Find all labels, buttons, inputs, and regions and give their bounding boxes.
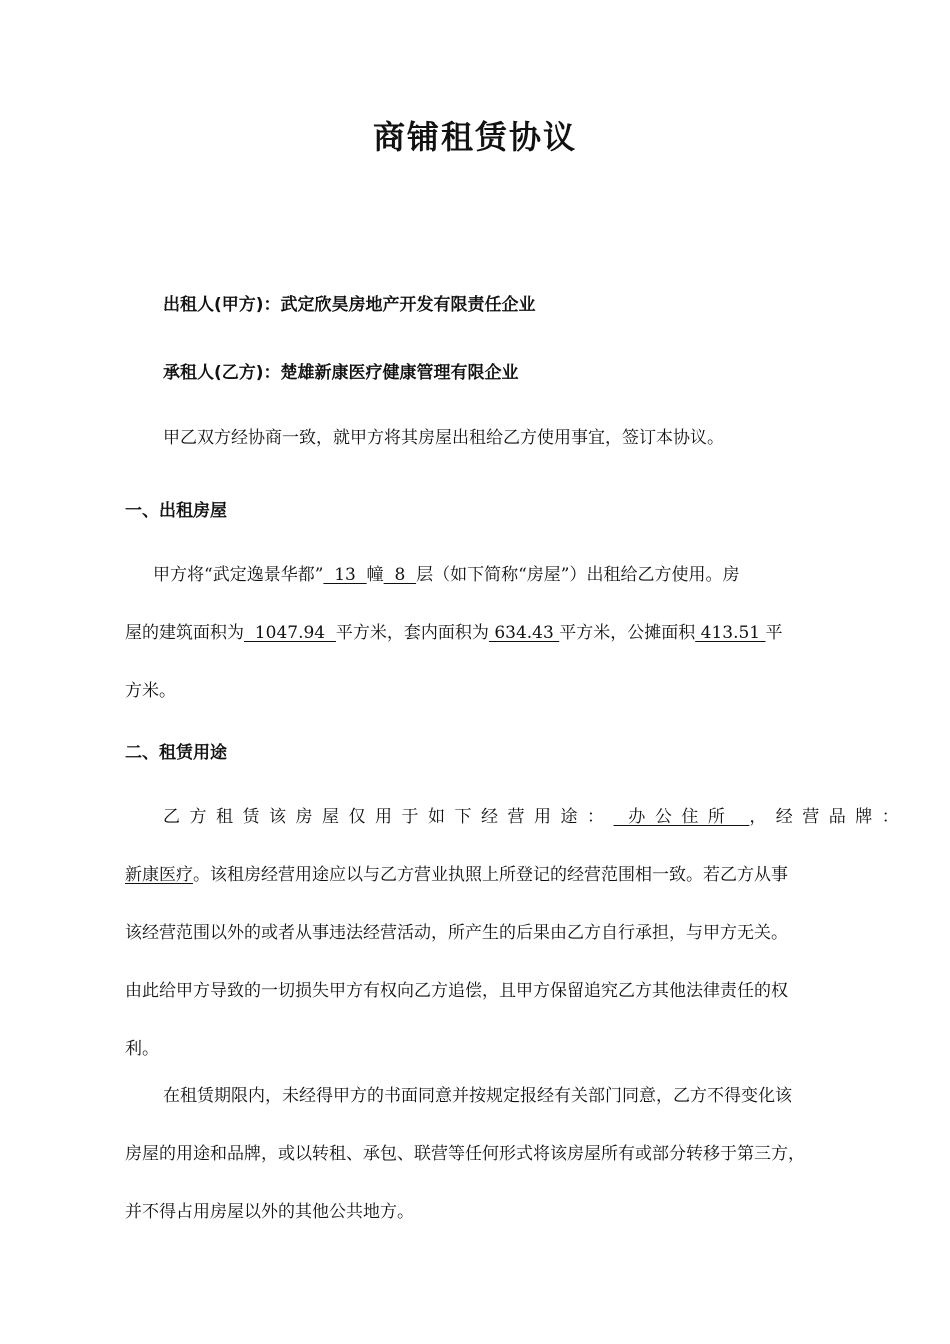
section-2-p2-line-3 [125,1183,885,1241]
text: 平方米，套内面积为 [335,623,489,643]
section-1-line-3 [125,662,885,720]
section-2-p2-line-1 [125,1067,885,1125]
text: ，经营品牌： [749,807,909,827]
text: 。该租房经营用途应以与乙方营业执照上所登记的经营范围相一致。若乙方从事 [193,865,788,885]
inner-area-value: 634.43 [488,623,560,643]
text: 乙方租赁该房屋仅用于如下经营用途： [163,807,614,827]
brand-value: 新康医疗 [125,865,193,885]
section-2-line-2 [125,846,885,904]
intro-text: 甲乙双方经协商一致，就甲方将其房屋出租给乙方使用事宜，签订本协议。 [163,428,724,448]
section-1-line-1 [125,546,885,604]
section-2-paragraph-1 [125,788,909,1078]
intro-paragraph [163,409,923,467]
text: 由此给甲方导致的一切损失甲方有权向乙方追偿，且甲方保留追究乙方其他法律责任的权 [125,981,788,1001]
text: 该经营范围以外的或者从事违法经营活动，所产生的后果由乙方自行承担，与甲方无关。 [125,923,788,943]
section-2-line-4 [125,962,885,1020]
text: 利。 [125,1039,159,1059]
text: 房屋的用途和品牌，或以转租、承包、联营等任何形式将该房屋所有或部分转移于第三方， [125,1144,805,1164]
lessor-line: 出租人(甲方)：武定欣昊房地产开发有限责任企业 [163,295,536,315]
text: 幢 [366,565,384,585]
building-number: 13 [323,565,367,585]
section-1-heading: 一、出租房屋 [125,501,227,521]
text: 层（如下简称“房屋”）出租给乙方使用。房 [416,565,740,585]
floor-number: 8 [383,565,417,585]
section-2-line-1 [125,788,909,846]
usage-purpose-value: 办公住所 [613,807,750,827]
text: 方米。 [125,681,176,701]
section-2-p2-line-2 [125,1125,885,1183]
text: 平 [765,623,783,643]
section-2-line-3 [125,904,885,962]
text: 屋的建筑面积为 [125,623,244,643]
lessee-line: 承租人(乙方)：楚雄新康医疗健康管理有限企业 [163,363,519,383]
building-area-value: 1047.94 [244,623,336,643]
document-title: 商铺租赁协议 [372,118,577,156]
shared-area-value: 413.51 [695,623,766,643]
text: 平方米，公摊面积 [559,623,696,643]
text: 并不得占用房屋以外的其他公共地方。 [125,1202,414,1222]
section-1-line-2 [125,604,885,662]
text: 甲方将“武定逸景华都” [153,565,324,585]
section-2-heading: 二、租赁用途 [125,743,227,763]
text: 在租赁期限内，未经得甲方的书面同意并按规定报经有关部门同意，乙方不得变化该 [163,1086,792,1106]
section-1-paragraph [125,546,885,720]
section-2-paragraph-2 [125,1067,885,1241]
